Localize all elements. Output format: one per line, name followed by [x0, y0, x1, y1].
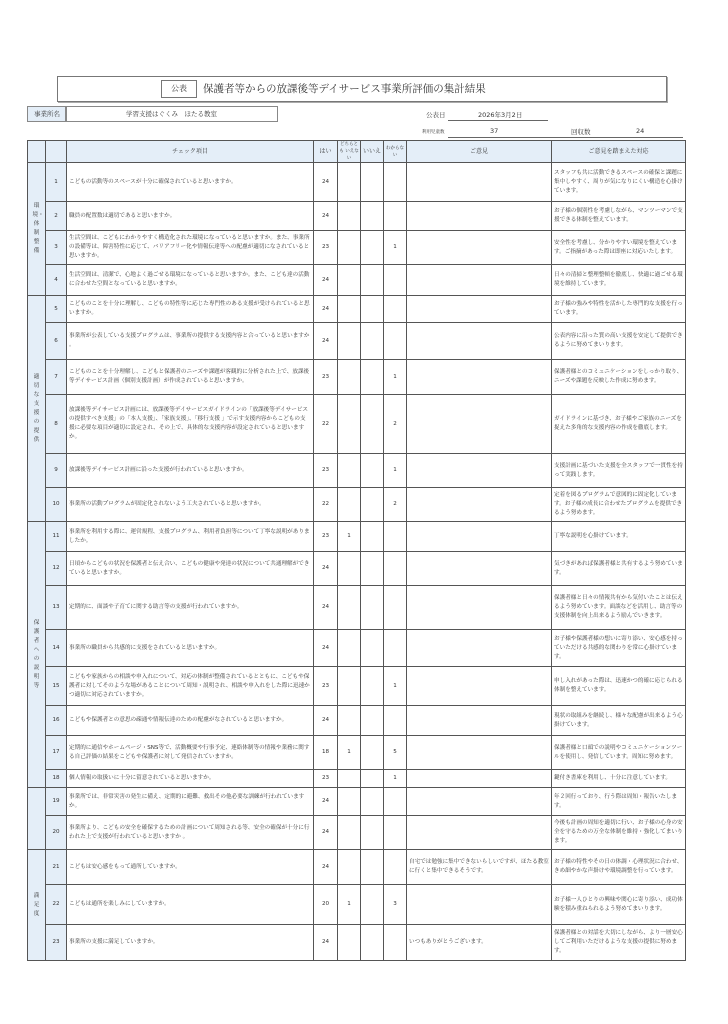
response-text: 気づきがあれば保護者様と共有するよう努めています。: [552, 552, 686, 586]
check-item-text: 定期的に通信やホームページ・SNS等で、活動概要や行事予定、連絡体制等の情報や業務に関する自己評価の結果をこどもや保護者に対して発信されていますか。: [67, 736, 314, 770]
count-yes: 24: [314, 586, 338, 630]
opinion-text: [407, 816, 552, 850]
count-no: [361, 488, 384, 522]
opinion-text: [407, 788, 552, 816]
count-neither: [338, 202, 361, 231]
response-text: 申し入れがあった際は、迅速かつ的確に応じられる体制を整えています。: [552, 667, 686, 706]
item-number: 16: [46, 706, 67, 736]
table-row: [28, 163, 686, 202]
count-yes: 23: [314, 667, 338, 706]
users-count-label: 利用児童数: [422, 130, 445, 135]
opinion-text: [407, 323, 552, 360]
count-unknown: 1: [384, 454, 407, 488]
count-unknown: 1: [384, 667, 407, 706]
count-no: [361, 265, 384, 296]
count-no: [361, 630, 384, 667]
count-no: [361, 522, 384, 552]
count-unknown: 1: [384, 360, 407, 395]
check-item-text: 事業所より、こどもの安全を確保するための計画について周知される等、安全の確保が十分に行われた上で支援が行われていると思いますか 。: [67, 816, 314, 850]
check-item-text: こどもの活動等のスペースが十分に確保されていると思いますか。: [67, 163, 314, 202]
table-row: [28, 202, 686, 231]
count-neither: [338, 454, 361, 488]
table-row: [28, 488, 686, 522]
users-count-value: 37: [490, 127, 499, 135]
count-unknown: 2: [384, 488, 407, 522]
table-row: [28, 850, 686, 885]
count-yes: 24: [314, 552, 338, 586]
table-row: [28, 816, 686, 850]
count-unknown: 5: [384, 736, 407, 770]
table-row: [28, 454, 686, 488]
publish-date-value: 2026年3月2日: [478, 111, 523, 119]
item-number: 7: [46, 360, 67, 395]
response-text: 安全性を考慮し、分かりやすい環境を整えています。ご指摘があった際は即座に対応いたします。: [552, 231, 686, 265]
count-neither: [338, 265, 361, 296]
count-yes: 24: [314, 163, 338, 202]
count-no: [361, 788, 384, 816]
count-yes: 24: [314, 788, 338, 816]
count-neither: [338, 850, 361, 885]
count-neither: 1: [338, 736, 361, 770]
check-item-text: 放課後等デイサービス計画には、放課後等デイサービスガイドラインの「放課後等デイサービスの提供すべき支援」の「本人支援」、「家族支援」、「移行支援 」で示す支援内容からこどもの支援に必要な項目が適切に設定され、その上で、具体的な支援内容が設定されていると思いますか。: [67, 395, 314, 454]
count-unknown: 2: [384, 395, 407, 454]
opinion-text: [407, 522, 552, 552]
header-no: いいえ: [361, 141, 384, 163]
response-text: ガイドラインに基づき、お子様やご家族のニーズを捉えた多角的な支援内容の作成を徹底します。: [552, 395, 686, 454]
check-item-text: 事業所では、非常災害の発生に備え、定期的に避難、救出その他必要な訓練が行われていますか。: [67, 788, 314, 816]
table-row: [28, 265, 686, 296]
count-yes: 22: [314, 488, 338, 522]
item-number: 8: [46, 395, 67, 454]
response-text: 鍵付き書庫を利用し、十分に注意しています。: [552, 770, 686, 788]
category-cell: [28, 522, 46, 788]
table-row: [28, 231, 686, 265]
header-response: ご意見を踏まえた対応: [552, 141, 686, 163]
count-neither: [338, 770, 361, 788]
category-cell: [28, 296, 46, 522]
check-item-text: 事業所の支援に満足していますか。: [67, 925, 314, 961]
item-number: 10: [46, 488, 67, 522]
count-unknown: 1: [384, 231, 407, 265]
opinion-text: いつもありがとうございます。: [407, 925, 552, 961]
response-text: お子様や保護者様の想いに寄り添い、安心感を持っていただける共感的な関わりを常に心掛けています。: [552, 630, 686, 667]
opinion-text: [407, 736, 552, 770]
table-row: [28, 552, 686, 586]
check-item-text: こどもや保護者との意思の疎通や情報伝達のための配慮がなされていると思いますか。: [67, 706, 314, 736]
count-yes: 23: [314, 360, 338, 395]
check-item-text: 放課後等デイサービス計画に沿った支援が行われていると思いますか。: [67, 454, 314, 488]
category-label: 適切な支援の提供: [33, 373, 40, 443]
check-item-text: 日頃からこどもの状況を保護者と伝え合い、こどもの健康や発達の状況について共通理解ができていると思いますか。: [67, 552, 314, 586]
opinion-text: [407, 454, 552, 488]
count-yes: 24: [314, 816, 338, 850]
count-neither: [338, 667, 361, 706]
opinion-text: [407, 296, 552, 323]
count-neither: [338, 552, 361, 586]
count-yes: 23: [314, 454, 338, 488]
count-no: [361, 360, 384, 395]
table-row: [28, 667, 686, 706]
check-item-text: こどもは安心感をもって通所していますか。: [67, 850, 314, 885]
response-text: 保護者様とのコミュニケーションをしっかり取り、ニーズや課題を反映した作成に努めます。: [552, 360, 686, 395]
publish-date-label: 公表日: [426, 111, 446, 119]
response-text: 現状の取組みを継続し、様々な配慮が出来るよう心掛けています。: [552, 706, 686, 736]
count-yes: 18: [314, 736, 338, 770]
count-yes: 22: [314, 395, 338, 454]
count-unknown: [384, 816, 407, 850]
count-no: [361, 552, 384, 586]
responses-count-label: 回収数: [571, 128, 591, 136]
opinion-text: [407, 231, 552, 265]
count-yes: 24: [314, 706, 338, 736]
count-neither: 1: [338, 522, 361, 552]
count-yes: 24: [314, 925, 338, 961]
title-box: [57, 76, 667, 102]
check-item-text: 職員の配置数は適切であると思いますか。: [67, 202, 314, 231]
check-item-text: 事業所を利用する際に、運営規程、支援プログラム、利用者負担等について丁寧な説明がありましたか。: [67, 522, 314, 552]
publish-date-underline: [448, 120, 548, 121]
response-text: 今後も計画の周知を適切に行い、お子様の心身の安全を守るための万全な体制を維持・強化してまいります。: [552, 816, 686, 850]
count-no: [361, 163, 384, 202]
opinion-text: [407, 360, 552, 395]
response-text: 保護者様と口頭での説明やコミュニケーションツールを使用し、発信しています。周知に努めます。: [552, 736, 686, 770]
count-unknown: [384, 163, 407, 202]
table-row: [28, 925, 686, 961]
count-no: [361, 770, 384, 788]
table-row: [28, 522, 686, 552]
table-row: [28, 323, 686, 360]
item-number: 19: [46, 788, 67, 816]
opinion-text: [407, 202, 552, 231]
item-number: 18: [46, 770, 67, 788]
response-text: 丁寧な説明を心掛けています。: [552, 522, 686, 552]
item-number: 17: [46, 736, 67, 770]
count-unknown: 1: [384, 770, 407, 788]
item-number: 11: [46, 522, 67, 552]
table-header-row: [28, 141, 686, 163]
table-row: [28, 770, 686, 788]
evaluation-table: [27, 140, 686, 961]
count-yes: 24: [314, 630, 338, 667]
check-item-text: 事業所の職員から共感的に支援をされていると思いますか。: [67, 630, 314, 667]
count-unknown: 3: [384, 885, 407, 925]
check-item-text: 個人情報の取扱いに十分に留意されていると思いますか。: [67, 770, 314, 788]
response-text: 保護者様との対話を大切にしながら、より一層安心してご利用いただけるような支援の提供に努めます。: [552, 925, 686, 961]
responses-count-value: 24: [636, 127, 645, 135]
category-cell: [28, 163, 46, 296]
table-row: [28, 586, 686, 630]
opinion-text: [407, 265, 552, 296]
category-cell: [28, 788, 46, 850]
table-row: [28, 885, 686, 925]
response-text: 年２回行っており、行う際は周知・報告いたします。: [552, 788, 686, 816]
office-name-value: 学習支援はぐくみ ほたる教室: [65, 106, 278, 122]
item-number: 23: [46, 925, 67, 961]
response-text: 保護者様と日々の情報共有から気付いたことは伝えるよう努めています。面談などを活用し、助言等の支援体制を向上出来るよう励んでいきます。: [552, 586, 686, 630]
category-label: 満足度: [33, 892, 40, 917]
count-unknown: [384, 552, 407, 586]
count-neither: [338, 163, 361, 202]
header-opinion: ご意見: [407, 141, 552, 163]
opinion-text: [407, 163, 552, 202]
item-number: 21: [46, 850, 67, 885]
count-neither: [338, 395, 361, 454]
check-item-text: 定期的に、面談や子育てに関する助言等の支援が行われていますか。: [67, 586, 314, 630]
item-number: 1: [46, 163, 67, 202]
table-row: [28, 395, 686, 454]
check-item-text: こどもは通所を楽しみにしていますか。: [67, 885, 314, 925]
check-item-text: こどものことを十分理解し、こどもと保護者のニーズや課題が客観的に分析された上で、放課後等デイサービス計画（個別支援計画）が作成されていると思いますか。: [67, 360, 314, 395]
count-no: [361, 395, 384, 454]
count-no: [361, 850, 384, 885]
response-text: 支援計画に基づいた支援を全スタッフで一貫性を持って実践します。: [552, 454, 686, 488]
document-title: 保護者等からの放課後等デイサービス事業所評価の集計結果: [203, 83, 486, 95]
count-yes: 23: [314, 231, 338, 265]
count-neither: [338, 488, 361, 522]
count-unknown: [384, 788, 407, 816]
count-neither: [338, 630, 361, 667]
item-number: 2: [46, 202, 67, 231]
header-category: [28, 141, 46, 163]
count-yes: 24: [314, 265, 338, 296]
count-no: [361, 231, 384, 265]
count-neither: [338, 925, 361, 961]
header-number: [46, 141, 67, 163]
count-yes: 24: [314, 202, 338, 231]
count-yes: 24: [314, 296, 338, 323]
count-no: [361, 706, 384, 736]
response-text: お子様の個別性を考慮しながら、マンツーマンで支援できる体制を整えています。: [552, 202, 686, 231]
item-number: 20: [46, 816, 67, 850]
header-check-item: チェック項目: [67, 141, 314, 163]
opinion-text: [407, 706, 552, 736]
response-text: お子様一人ひとりの興味や関心に寄り添い、成功体験を積み重ねられるよう努めてまいります。: [552, 885, 686, 925]
count-yes: 23: [314, 770, 338, 788]
item-number: 15: [46, 667, 67, 706]
check-item-text: 事業所の活動プログラムが固定化されないよう工夫されていると思いますか。: [67, 488, 314, 522]
count-no: [361, 885, 384, 925]
table-body: [28, 163, 686, 961]
item-number: 9: [46, 454, 67, 488]
category-label: 環境・体制整備: [32, 203, 44, 254]
count-unknown: [384, 850, 407, 885]
office-name-label: 事業所名: [27, 106, 67, 122]
response-text: 定着を図るプログラムで意図的に固定化しています。お子様の成長に合わせたプログラムを提供できるよう努めます。: [552, 488, 686, 522]
count-no: [361, 925, 384, 961]
item-number: 3: [46, 231, 67, 265]
count-no: [361, 667, 384, 706]
opinion-text: [407, 885, 552, 925]
item-number: 22: [46, 885, 67, 925]
count-neither: [338, 296, 361, 323]
count-no: [361, 736, 384, 770]
response-text: スタッフも共に活動できるスペースの確保と課題に集中しやすく、周りが気になりにくい構造を心掛けています。: [552, 163, 686, 202]
count-unknown: [384, 706, 407, 736]
table-row: [28, 706, 686, 736]
opinion-text: [407, 630, 552, 667]
check-item-text: 生活空間は、こどもにわかりやすく構造化された環境になっていると思いますか。また、事業所の設備等は、障害特性に応じて、バリアフリー化や情報伝達等への配慮が適切になされていると思いますか。: [67, 231, 314, 265]
check-item-text: 生活空間は、清潔で、心地よく過ごせる環境になっていると思いますか。また、こども達の活動に合わせた空間となっていると思いますか。: [67, 265, 314, 296]
count-yes: 20: [314, 885, 338, 925]
item-number: 14: [46, 630, 67, 667]
count-no: [361, 202, 384, 231]
count-neither: [338, 816, 361, 850]
count-neither: [338, 788, 361, 816]
item-number: 4: [46, 265, 67, 296]
count-no: [361, 323, 384, 360]
check-item-text: こどもや家族からの相談や申入れについて、対応の体制が整備されているとともに、こどもや保護者に対してそのような場があることについて周知・説明され、相談や申入れをした際に迅速かつ適切に対応されていますか。: [67, 667, 314, 706]
count-no: [361, 454, 384, 488]
response-text: 日々の清掃と整理整頓を徹底し、快適に過ごせる環境を維持しています。: [552, 265, 686, 296]
count-neither: [338, 323, 361, 360]
table-row: [28, 736, 686, 770]
count-yes: 24: [314, 323, 338, 360]
count-no: [361, 296, 384, 323]
count-unknown: [384, 925, 407, 961]
response-text: お子様の強みや特性を活かした専門的な支援を行っています。: [552, 296, 686, 323]
opinion-text: [407, 395, 552, 454]
table-row: [28, 788, 686, 816]
counts-underline: [448, 137, 683, 138]
opinion-text: [407, 488, 552, 522]
header-yes: はい: [314, 141, 338, 163]
item-number: 13: [46, 586, 67, 630]
count-neither: [338, 360, 361, 395]
category-label: 保護者への説明等: [33, 619, 40, 689]
count-unknown: [384, 630, 407, 667]
count-unknown: [384, 586, 407, 630]
opinion-text: [407, 552, 552, 586]
table-row: [28, 630, 686, 667]
header-neither: どちらとも いえない: [339, 142, 359, 161]
count-unknown: [384, 296, 407, 323]
opinion-text: 自宅では勉強に集中できないらしいですが、ほたる教室に行くと集中できるそうです。: [407, 850, 552, 885]
response-text: お子様の特性やその日の体調・心理状況に合わせ、きめ細やかな声掛けや環境調整を行っています。: [552, 850, 686, 885]
opinion-text: [407, 770, 552, 788]
count-unknown: [384, 202, 407, 231]
category-cell: [28, 850, 46, 961]
header-unknown: わからない: [384, 141, 407, 163]
count-no: [361, 586, 384, 630]
count-unknown: [384, 522, 407, 552]
table-row: [28, 360, 686, 395]
item-number: 5: [46, 296, 67, 323]
count-no: [361, 816, 384, 850]
count-yes: 23: [314, 522, 338, 552]
check-item-text: 事業所が公表している支援プログラムは、事業所の提供する支援内容と合っていると思いますか 。: [67, 323, 314, 360]
opinion-text: [407, 667, 552, 706]
response-text: 公表内容に沿った質の高い支援を安定して提供できるように努めてまいります。: [552, 323, 686, 360]
count-neither: [338, 586, 361, 630]
count-unknown: [384, 265, 407, 296]
count-neither: [338, 231, 361, 265]
table-row: [28, 296, 686, 323]
item-number: 6: [46, 323, 67, 360]
publication-tag: 公表: [161, 80, 197, 98]
item-number: 12: [46, 552, 67, 586]
check-item-text: こどものことを十分に理解し、こどもの特性等に応じた専門性のある支援が受けられていると思いますか。: [67, 296, 314, 323]
count-yes: 24: [314, 850, 338, 885]
count-neither: 1: [338, 885, 361, 925]
count-neither: [338, 706, 361, 736]
opinion-text: [407, 586, 552, 630]
count-unknown: [384, 323, 407, 360]
